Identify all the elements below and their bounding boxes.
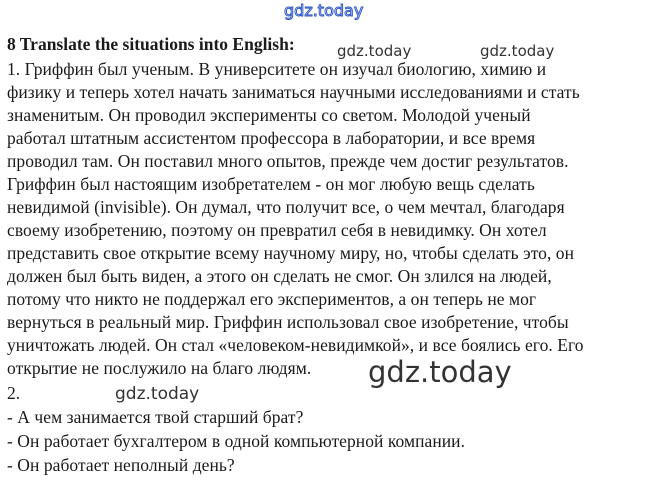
watermark-inline: gdz.today — [337, 42, 412, 60]
watermark-large: gdz.today — [368, 355, 512, 389]
paragraph-1-line: невидимой (invisible). Он думал, что получит все, о чем мечтал, благодаря — [7, 197, 565, 217]
paragraph-1-line: потому что никто не поддержал его экспериментов, а он теперь не мог — [7, 289, 537, 309]
paragraph-1-line: представить свое открытие всему научному миру, но, чтобы сделать это, он — [7, 243, 575, 263]
paragraph-1-line: Гриффин был настоящим изобретателем - он мог любую вещь сделать — [7, 174, 535, 194]
paragraph-1-line: физику и теперь хотел начать заниматься научными исследованиями и стать — [7, 82, 580, 102]
dialogue-line: - Он работает бухгалтером в одной компьютерной компании. — [7, 431, 466, 451]
paragraph-2-number: 2. — [7, 383, 21, 403]
paragraph-1-line: знаменитым. Он проводил эксперименты со светом. Молодой ученый — [7, 105, 531, 125]
watermark-inline: gdz.today — [480, 42, 555, 60]
paragraph-1-line: работал штатным ассистентом профессора в лаборатории, и все время — [7, 128, 536, 148]
dialogue-line: - Он работает неполный день? — [7, 455, 235, 475]
watermark-top: gdz.today — [284, 1, 364, 20]
paragraph-1-line: своему изобретению, поэтому он превратил себя в невидимку. Он хотел — [7, 220, 547, 240]
paragraph-1-line: уничтожать людей. Он стал «человеком-невидимкой», и все боялись его. Его — [7, 335, 584, 355]
paragraph-1-line: 1. Гриффин был ученым. В университете он изучал биологию, химию и — [7, 59, 547, 79]
paragraph-1-line: проводил там. Он поставил много опытов, прежде чем достиг результатов. — [7, 151, 569, 171]
watermark-small: gdz.today — [115, 384, 200, 404]
paragraph-1-line: вернуться в реальный мир. Гриффин использовал свое изобретение, чтобы — [7, 312, 569, 332]
paragraph-1-line: должен был быть виден, а этого он сделать не смог. Он злился на людей, — [7, 266, 552, 286]
paragraph-1-line: открытие не послужило на благо людям. — [7, 358, 312, 378]
dialogue-line: - А чем занимается твой старший брат? — [7, 407, 304, 427]
exercise-heading: 8 Translate the situations into English: — [7, 34, 295, 54]
